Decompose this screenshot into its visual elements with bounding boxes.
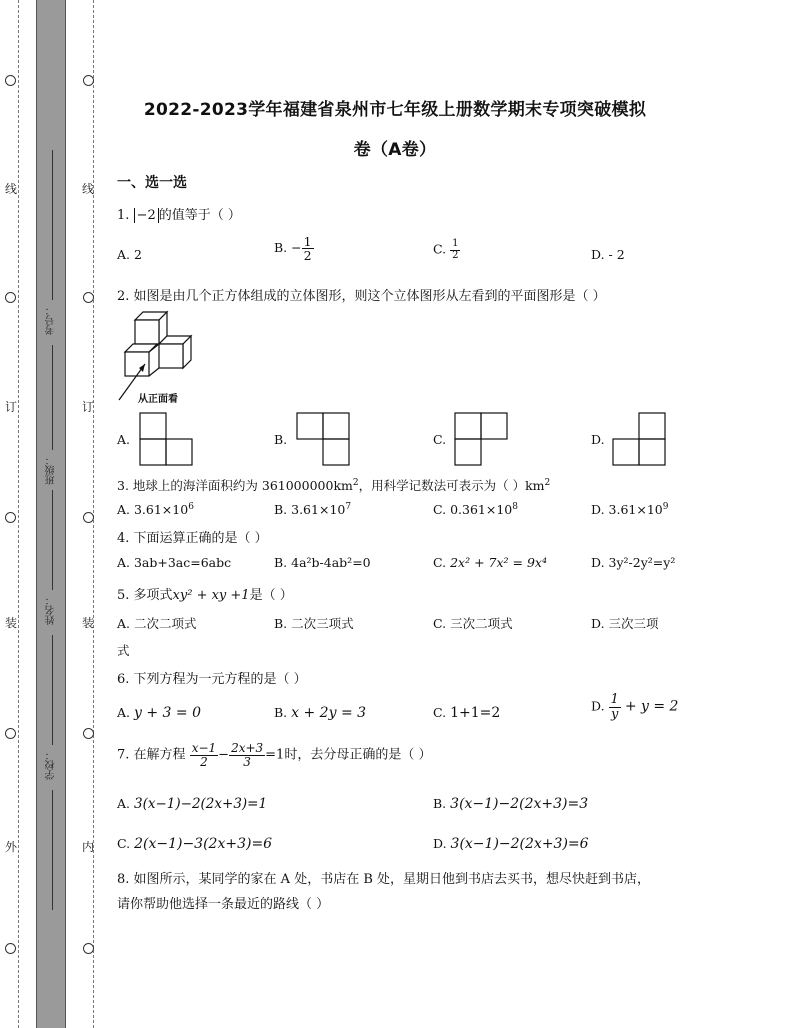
field-school: 学校： [46, 750, 57, 780]
binding-margin [0, 0, 100, 1028]
q2-option-a-figure [139, 412, 193, 466]
q2-option-b-label: B. [274, 432, 288, 447]
question-8-line2: 请你帮助他选择一条最近的路线（ ） [117, 897, 330, 912]
q1-option-b: B. − $\frac{1}{2}$ [274, 234, 312, 264]
q1-option-d: D. - 2 [591, 247, 625, 262]
inner-char: 内 [82, 840, 95, 854]
question-5: 5. 多项式xy² + xy +1是（ ） [117, 588, 293, 603]
q5-option-b: B. 二次三项式 [274, 616, 354, 631]
q7-option-c: C. 2(x−1)−3(2x+3)=6 [117, 836, 273, 852]
cube-figure [115, 308, 205, 403]
q5-option-a: A. 二次二项式 [117, 616, 197, 631]
q2-option-c-label: C. [433, 432, 447, 447]
binding-bar [36, 0, 66, 1028]
q3-option-b: B. $3.61\times 10^7$ [274, 502, 352, 518]
q2-option-d-label: D. [591, 432, 605, 447]
inner-char: 订 [82, 400, 95, 414]
binding-hole [5, 292, 16, 303]
exam-title-line1: 2022-2023学年福建省泉州市七年级上册数学期末专项突破模拟 [143, 100, 647, 120]
question-7: 7. 在解方程 $\frac{x-1}{2}$ − $\frac{2x+3}{3}$ =1时，去分母正确的是（ ） [117, 741, 432, 769]
q4-option-b: B. 4a²b-4ab²=0 [274, 555, 371, 570]
question-6: 6. 下列方程为一元方程的是（ ） [117, 672, 307, 687]
q3-option-a: A. $3.61\times 10^6$ [117, 502, 194, 518]
q5-option-c: C. 三次二项式 [433, 616, 513, 631]
field-name: 姓名： [46, 595, 57, 625]
q7-option-b: B. 3(x−1)−2(2x+3)=3 [433, 796, 589, 812]
binding-hole [83, 943, 94, 954]
field-underline [52, 150, 53, 300]
inner-char: 装 [82, 616, 95, 630]
q4-option-a: A. 3ab+3ac=6abc [117, 555, 232, 570]
q6-option-d: D. $\frac{1}{y}$ + y = 2 [591, 692, 679, 722]
binding-hole [5, 512, 16, 523]
q6-option-b: B. x + 2y = 3 [274, 705, 367, 721]
question-3: 3. 地球上的海洋面积约为 $361000000km^2$，用科学记数法可表示为（ ）$km^2$ [117, 477, 551, 493]
exam-title-line2: 卷（A卷） [353, 140, 437, 160]
q2-option-c-figure [454, 412, 508, 466]
section-heading: 一、选一选 [117, 175, 187, 191]
abs-value: −2 [134, 208, 159, 223]
q1-option-a: A. 2 [117, 247, 142, 262]
q5-option-d-wrap: 式 [117, 643, 130, 658]
q1-option-c: C. $\frac{1}{2}$ [433, 238, 459, 261]
q4-option-d: D. 3y²-2y²=y² [591, 555, 676, 570]
q7-option-a: A. 3(x−1)−2(2x+3)=1 [117, 796, 268, 812]
q5-option-d: D. 三次三项 [591, 616, 659, 631]
q6-option-a: A. y + 3 = 0 [117, 705, 201, 721]
q3-option-c: C. $0.361\times 10^8$ [433, 502, 518, 518]
q2-option-b-figure [296, 412, 350, 466]
question-1: 1. −2 的值等于（ ） [117, 208, 241, 223]
field-underline [52, 635, 53, 745]
q3-option-d: D. $3.61\times 10^9$ [591, 502, 669, 518]
q2-option-a-label: A. [117, 432, 131, 447]
field-underline [52, 345, 53, 450]
question-2: 2. 如图是由几个正方体组成的立体图形，则这个立体图形从左看到的平面图形是（ ） [117, 289, 606, 304]
field-exam-number: 考号： [46, 305, 57, 335]
q4-option-c: C. 2x² + 7x² = 9x⁴ [433, 555, 547, 570]
outer-char: 外 [5, 840, 18, 854]
field-class: 班级： [46, 455, 57, 485]
outer-char: 线 [5, 182, 18, 196]
field-underline [52, 490, 53, 590]
field-underline [52, 790, 53, 910]
inner-char: 线 [82, 182, 95, 196]
binding-hole [83, 512, 94, 523]
binding-hole [83, 728, 94, 739]
question-8-line1: 8. 如图所示，某同学的家在 A 处，书店在 B 处，星期日他到书店去买书，想尽快赶到书店， [117, 872, 651, 887]
binding-hole [83, 75, 94, 86]
q2-option-d-figure [612, 412, 666, 466]
outer-cut-line [18, 0, 19, 1028]
q7-option-d: D. 3(x−1)−2(2x+3)=6 [433, 836, 589, 852]
question-4: 4. 下面运算正确的是（ ） [117, 531, 268, 546]
q6-option-c: C. 1+1=2 [433, 705, 501, 721]
front-view-label: 从正面看 [138, 394, 178, 405]
outer-char: 订 [5, 400, 18, 414]
outer-char: 装 [5, 616, 18, 630]
binding-hole [83, 292, 94, 303]
binding-hole [5, 943, 16, 954]
binding-hole [5, 728, 16, 739]
binding-hole [5, 75, 16, 86]
